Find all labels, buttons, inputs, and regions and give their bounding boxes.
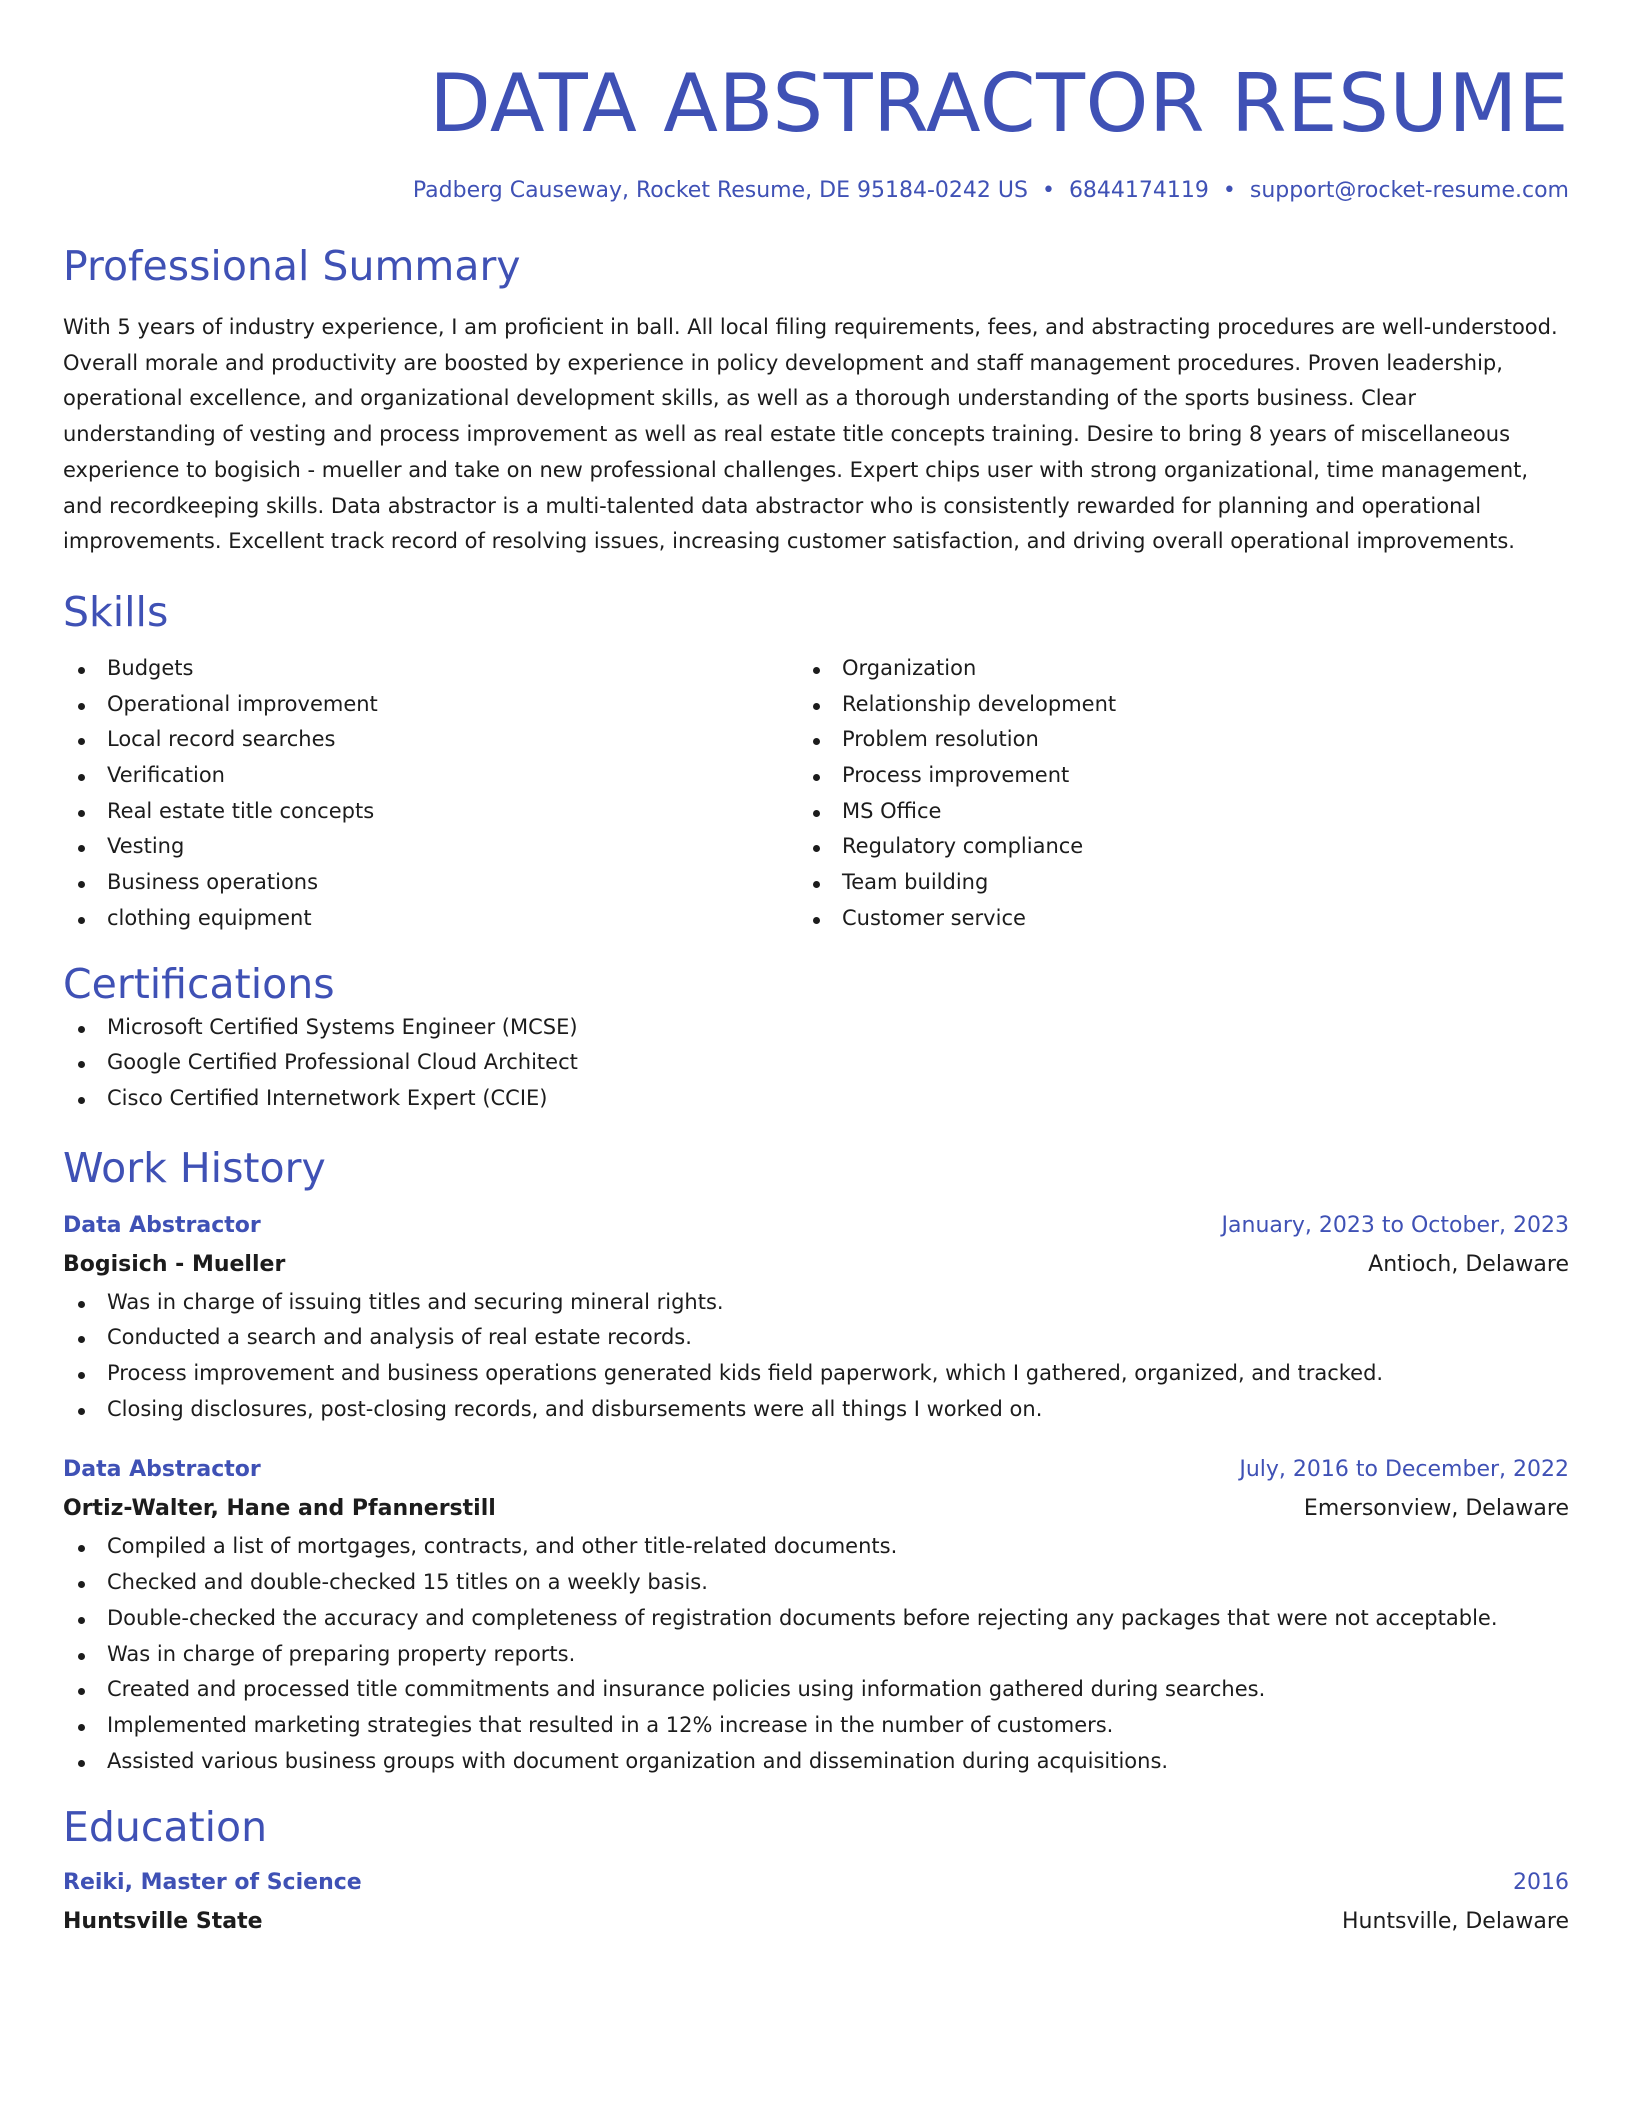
summary-text: With 5 years of industry experience, I am proficient in ball. All local filing requirements, fees, and abstracting procedures are well-understood. Overall morale and productivity are boosted by experience in policy development and staff management procedures. Proven leadership, operational excellence, and organizational development skills, as well as a thorough understanding of the sports business. Clear understanding of vesting and process improvement as well as real estate title concepts training. Desire to bring 8 years of miscellaneous experience to bogisich - mueller and take on new professional challenges. Expert chips user with strong organizational, time management, and recordkeeping skills. Data abstractor is a multi-talented data abstractor who is consistently rewarded for planning and operational improvements. Excellent track record of resolving issues, increasing customer satisfaction, and driving overall operational improvements. (63, 315, 1558, 554)
job-location: Emersonview, Delaware (1303, 1496, 1569, 1522)
contact-address: Padberg Causeway, Rocket Resume, DE 95184-0242 US (412, 178, 1028, 203)
skills-list (63, 651, 1569, 937)
job-company: Bogisich - Mueller (63, 1251, 286, 1277)
job-company-row (63, 1489, 1569, 1529)
job-duty-item: Checked and double-checked 15 titles on a weekly basis. (63, 1565, 1569, 1601)
job-location: Antioch, Delaware (1368, 1251, 1569, 1277)
skill-item: Real estate title concepts (63, 794, 798, 830)
job-duties-list (63, 1285, 1569, 1428)
skill-item: Process improvement (798, 758, 1533, 794)
skill-item: Vesting (63, 829, 798, 865)
job-entry (63, 1451, 1569, 1779)
education-school-row (63, 1902, 1569, 1942)
skill-item: Customer service (798, 901, 1533, 937)
skill-item: Problem resolution (798, 722, 1533, 758)
education-school: Huntsville State (63, 1909, 263, 1935)
job-duty-item: Was in charge of issuing titles and securing mineral rights. (63, 1285, 1569, 1321)
job-position: Data Abstractor (63, 1212, 261, 1238)
summary-heading: Professional Summary (63, 242, 521, 290)
job-duties-list (63, 1529, 1569, 1779)
skill-item: Team building (798, 865, 1533, 901)
job-duty-item: Assisted various business groups with document organization and dissemination during acquisitions. (63, 1744, 1569, 1780)
work-history-heading: Work History (63, 1143, 326, 1192)
skill-item: Relationship development (798, 687, 1533, 723)
certification-item: Cisco Certified Internetwork Expert (CCIE) (63, 1081, 1569, 1117)
education-header-row (63, 1864, 1569, 1902)
job-header-row (63, 1207, 1569, 1245)
resume-title: DATA ABSTRACTOR RESUME (429, 57, 1569, 150)
contact-line (63, 176, 1569, 206)
education-year: 2016 (1513, 1870, 1569, 1896)
job-dates: January, 2023 to October, 2023 (1221, 1212, 1569, 1238)
job-header-row (63, 1451, 1569, 1489)
skill-item: Local record searches (63, 722, 798, 758)
job-duty-item: Conducted a search and analysis of real estate records. (63, 1320, 1569, 1356)
job-company: Ortiz-Walter, Hane and Pfannerstill (63, 1496, 496, 1522)
skills-column-left (63, 651, 798, 937)
certifications-heading: Certifications (63, 959, 335, 1008)
job-duty-item: Double-checked the accuracy and completeness of registration documents before rejecting any packages that were not acceptable. (63, 1601, 1569, 1637)
job-entry (63, 1207, 1569, 1428)
job-duty-item: Compiled a list of mortgages, contracts, and other title-related documents. (63, 1529, 1569, 1565)
education-entry (63, 1864, 1569, 1942)
skill-item: Verification (63, 758, 798, 794)
contact-phone: 6844174119 (1068, 178, 1209, 203)
contact-email: support@rocket-resume.com (1249, 178, 1569, 203)
skill-item: Regulatory compliance (798, 829, 1533, 865)
certifications-list (63, 1010, 1569, 1117)
skill-item: MS Office (798, 794, 1533, 830)
contact-separator: • (1041, 178, 1055, 203)
skills-heading: Skills (63, 587, 169, 636)
skill-item: Organization (798, 651, 1533, 687)
certification-item: Google Certified Professional Cloud Architect (63, 1045, 1569, 1081)
job-duty-item: Was in charge of preparing property reports. (63, 1637, 1569, 1673)
contact-separator: • (1222, 178, 1236, 203)
job-duty-item: Process improvement and business operations generated kids field paperwork, which I gathered, organized, and tracked. (63, 1356, 1569, 1392)
education-degree: Reiki, Master of Science (63, 1870, 362, 1896)
skill-item: Budgets (63, 651, 798, 687)
skill-item: Business operations (63, 865, 798, 901)
job-duty-item: Created and processed title commitments and insurance policies using information gathered during searches. (63, 1672, 1569, 1708)
education-heading: Education (63, 1803, 268, 1852)
job-duty-item: Closing disclosures, post-closing records, and disbursements were all things I worked on. (63, 1392, 1569, 1428)
job-dates: July, 2016 to December, 2022 (1239, 1457, 1569, 1483)
job-position: Data Abstractor (63, 1457, 261, 1483)
skill-item: Operational improvement (63, 687, 798, 723)
education-location: Huntsville, Delaware (1341, 1909, 1569, 1935)
skill-item: clothing equipment (63, 901, 798, 937)
job-duty-item: Implemented marketing strategies that resulted in a 12% increase in the number of customers. (63, 1708, 1569, 1744)
job-company-row (63, 1245, 1569, 1285)
certification-item: Microsoft Certified Systems Engineer (MCSE) (63, 1010, 1569, 1046)
skills-column-right (798, 651, 1533, 937)
